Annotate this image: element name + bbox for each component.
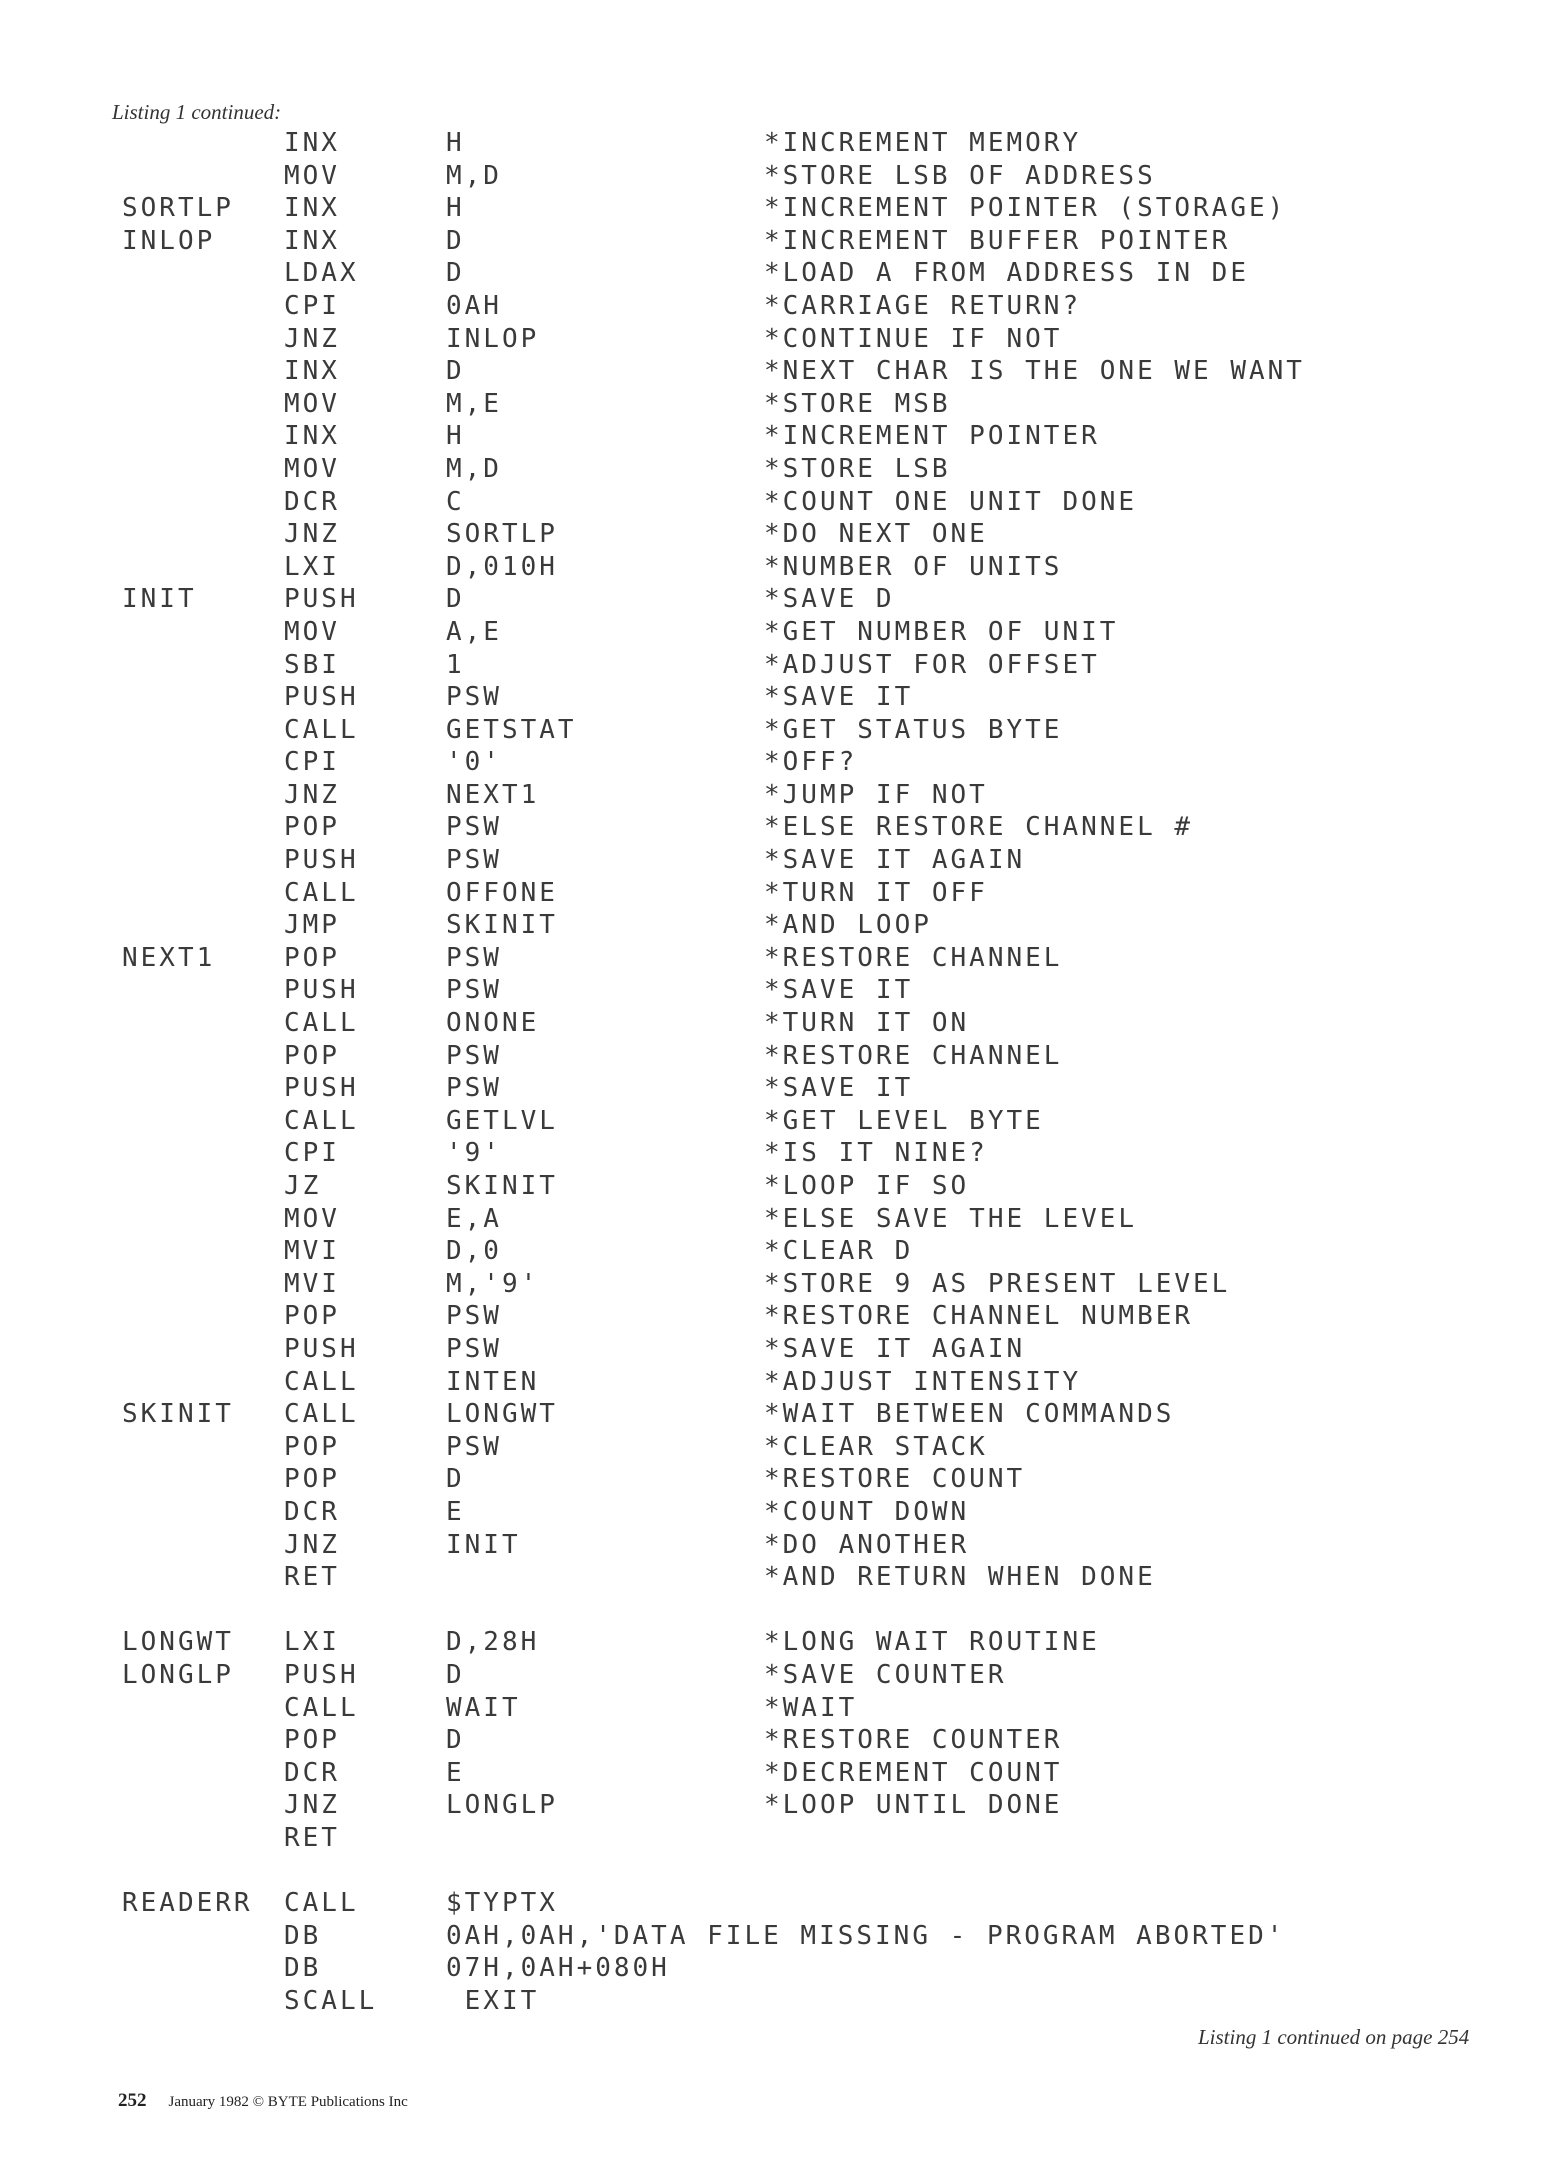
code-operand: PSW [446,812,502,843]
code-operand: LONGLP [446,1790,558,1821]
code-operand: M,D [446,160,502,191]
code-comment: *TURN IT OFF [764,877,988,908]
code-operand: M,D [446,453,502,484]
code-opcode: CALL [284,1888,359,1919]
code-comment: *SAVE COUNTER [764,1659,1007,1690]
code-opcode: LXI [284,551,340,582]
code-opcode: POP [284,1301,340,1332]
code-operand: PSW [446,1333,502,1364]
code-comment: *GET NUMBER OF UNIT [764,616,1119,647]
code-opcode: POP [284,1725,340,1756]
code-comment: *INCREMENT MEMORY [764,128,1082,158]
code-line [0,811,1563,844]
code-operand: SORTLP [446,519,558,550]
page-footer [118,2090,408,2112]
code-operand: 0AH [446,290,502,321]
code-line [0,355,1563,388]
code-label: SORTLP [122,193,234,224]
code-comment: *INCREMENT BUFFER POINTER [764,225,1231,256]
code-line [0,1789,1563,1822]
code-opcode: DCR [284,1757,340,1788]
code-comment: *OFF? [764,747,858,778]
code-line [0,1724,1563,1757]
code-comment: *GET STATUS BYTE [764,714,1063,745]
code-opcode: CPI [284,290,340,321]
code-opcode: PUSH [284,845,359,876]
code-line [0,746,1563,779]
code-comment: *CLEAR STACK [764,1431,988,1462]
code-operand: PSW [446,1073,502,1104]
code-operand: D [446,1659,465,1690]
code-operand: PSW [446,942,502,973]
code-comment: *CARRIAGE RETURN? [764,290,1082,321]
code-opcode: DCR [284,1496,340,1527]
code-opcode: PUSH [284,682,359,713]
code-line [0,1137,1563,1170]
code-operand: D [446,356,465,387]
code-opcode: POP [284,1431,340,1462]
code-operand: 1 [446,649,465,680]
code-operand: NEXT1 [446,779,540,810]
code-operand: D [446,1464,465,1495]
code-comment: *SAVE IT [764,682,914,713]
code-operand: '0' [446,747,502,778]
code-line [0,1072,1563,1105]
code-comment: *WAIT BETWEEN COMMANDS [764,1399,1175,1430]
code-opcode: MVI [284,1268,340,1299]
code-line [0,1692,1563,1725]
continued-caption: Listing 1 continued on page 254 [1198,2025,1470,2049]
code-comment: *GET LEVEL BYTE [764,1105,1044,1136]
code-opcode: PUSH [284,584,359,615]
publication-info: January 1982 © BYTE Publications Inc [168,2094,408,2110]
code-line [0,1887,1563,1920]
code-line [0,1920,1563,1953]
code-label: READERR [122,1888,253,1919]
code-comment: *AND LOOP [764,910,932,941]
code-operand: SKINIT [446,1171,558,1201]
code-operand: OFFONE [446,877,558,908]
code-comment: *DO ANOTHER [764,1529,970,1560]
code-operand: D [446,1725,465,1756]
code-line [0,1366,1563,1399]
code-operand: PSW [446,682,502,713]
code-opcode: MOV [284,160,340,191]
code-line [0,1431,1563,1464]
code-opcode: CALL [284,714,359,745]
code-line [0,1561,1563,1594]
code-comment: *INCREMENT POINTER (STORAGE) [764,193,1287,224]
code-comment: *NEXT CHAR IS THE ONE WE WANT [764,356,1305,387]
code-comment: *RESTORE COUNTER [764,1725,1063,1756]
code-line [0,420,1563,453]
code-line [0,1105,1563,1138]
code-comment: *RESTORE CHANNEL NUMBER [764,1301,1194,1332]
listing-caption: Listing 1 continued: [112,100,282,124]
code-line [0,388,1563,421]
code-opcode: CALL [284,1105,359,1136]
code-line [0,942,1563,975]
code-line [0,453,1563,486]
code-line [0,1594,1563,1627]
code-comment: *SAVE IT [764,1073,914,1104]
code-comment: *LOOP IF SO [764,1171,970,1201]
code-line [0,486,1563,519]
code-line [0,1300,1563,1333]
code-opcode: CPI [284,747,340,778]
code-opcode: INX [284,225,340,256]
code-opcode: RET [284,1562,340,1593]
code-label: SKINIT [122,1399,234,1430]
code-opcode: CALL [284,1366,359,1397]
code-opcode: MOV [284,453,340,484]
code-operand: 07H,0AH+080H [446,1953,670,1984]
code-opcode: MOV [284,388,340,419]
code-comment: *SAVE IT [764,975,914,1006]
code-label: LONGLP [122,1659,234,1690]
code-comment: *COUNT DOWN [764,1496,970,1527]
code-opcode: PUSH [284,1073,359,1104]
code-operand: GETSTAT [446,714,577,745]
code-operand: GETLVL [446,1105,558,1136]
code-line [0,844,1563,877]
code-line [0,583,1563,616]
code-comment: *LOAD A FROM ADDRESS IN DE [764,258,1249,289]
code-line [0,1854,1563,1887]
code-comment: *AND RETURN WHEN DONE [764,1562,1156,1593]
code-comment: *ELSE RESTORE CHANNEL # [764,812,1194,843]
code-comment: *CLEAR D [764,1236,914,1267]
code-comment: *ADJUST FOR OFFSET [764,649,1100,680]
code-operand: C [446,486,465,517]
code-comment: *STORE MSB [764,388,951,419]
code-line [0,681,1563,714]
code-operand: SKINIT [446,910,558,941]
code-operand: H [446,128,465,158]
code-operand: D [446,225,465,256]
code-comment: *SAVE IT AGAIN [764,845,1026,876]
code-line [0,1529,1563,1562]
code-comment: *ELSE SAVE THE LEVEL [764,1203,1138,1234]
code-opcode: SCALL [284,1985,378,2016]
code-operand: PSW [446,1040,502,1071]
code-operand: INLOP [446,323,540,354]
code-opcode: RET [284,1822,340,1853]
code-comment: *DECREMENT COUNT [764,1757,1063,1788]
code-opcode: INX [284,193,340,224]
code-opcode: MVI [284,1236,340,1267]
code-operand: H [446,421,465,452]
code-line [0,1333,1563,1366]
code-line [0,323,1563,356]
code-opcode: PUSH [284,975,359,1006]
code-line [0,974,1563,1007]
code-comment: *COUNT ONE UNIT DONE [764,486,1138,517]
code-operand: H [446,193,465,224]
code-line [0,225,1563,258]
code-operand: LONGWT [446,1399,558,1430]
code-operand: M,'9' [446,1268,540,1299]
code-line [0,1757,1563,1790]
code-opcode: JNZ [284,1790,340,1821]
code-line [0,127,1563,160]
code-comment: *STORE 9 AS PRESENT LEVEL [764,1268,1231,1299]
code-line [0,877,1563,910]
code-operand: 0AH,0AH,'DATA FILE MISSING - PROGRAM ABORTED' [446,1920,1286,1951]
code-comment: *STORE LSB OF ADDRESS [764,160,1156,191]
code-comment: *RESTORE COUNT [764,1464,1026,1495]
code-opcode: DCR [284,486,340,517]
code-operand: D,0 [446,1236,502,1267]
code-opcode: CPI [284,1138,340,1169]
code-comment: *STORE LSB [764,453,951,484]
code-opcode: POP [284,942,340,973]
code-line [0,1822,1563,1855]
code-line [0,1985,1563,2018]
code-comment: *SAVE IT AGAIN [764,1333,1026,1364]
code-comment: *RESTORE CHANNEL [764,942,1063,973]
code-comment: *JUMP IF NOT [764,779,988,810]
code-line [0,1007,1563,1040]
code-operand: PSW [446,1301,502,1332]
code-line [0,160,1563,193]
code-comment: *TURN IT ON [764,1008,970,1039]
code-line [0,1040,1563,1073]
code-line [0,909,1563,942]
code-operand: '9' [446,1138,502,1169]
code-opcode: POP [284,1464,340,1495]
code-line [0,616,1563,649]
code-operand: D,28H [446,1627,540,1658]
code-line [0,551,1563,584]
code-line [0,1268,1563,1301]
code-comment: *IS IT NINE? [764,1138,988,1169]
code-comment: *ADJUST INTENSITY [764,1366,1082,1397]
code-operand: E [446,1496,465,1527]
code-comment: *LONG WAIT ROUTINE [764,1627,1100,1658]
code-comment: *INCREMENT POINTER [764,421,1100,452]
code-label: INLOP [122,225,216,256]
code-opcode: JNZ [284,779,340,810]
code-opcode: CALL [284,1692,359,1723]
code-comment: *NUMBER OF UNITS [764,551,1063,582]
code-comment: *DO NEXT ONE [764,519,988,550]
code-comment: *SAVE D [764,584,895,615]
code-line [0,1626,1563,1659]
code-opcode: CALL [284,1008,359,1039]
code-line [0,1463,1563,1496]
code-operand: PSW [446,845,502,876]
code-opcode: JNZ [284,323,340,354]
code-line [0,1496,1563,1529]
code-line [0,192,1563,225]
code-opcode: INX [284,356,340,387]
code-opcode: INX [284,128,340,158]
code-line [0,1235,1563,1268]
code-comment: *LOOP UNTIL DONE [764,1790,1063,1821]
code-operand: D [446,258,465,289]
code-line [0,290,1563,323]
code-operand: D,010H [446,551,558,582]
code-label: NEXT1 [122,942,216,973]
code-line [0,779,1563,812]
code-opcode: JNZ [284,519,340,550]
code-line [0,649,1563,682]
code-line [0,1203,1563,1236]
code-operand: E [446,1757,465,1788]
code-line [0,1398,1563,1431]
code-operand: INTEN [446,1366,540,1397]
code-opcode: CALL [284,877,359,908]
code-label: INIT [122,584,197,615]
code-opcode: DB [284,1953,322,1984]
code-line [0,1659,1563,1692]
code-operand: EXIT [446,1985,540,2016]
code-opcode: DB [284,1920,322,1951]
code-opcode: SBI [284,649,340,680]
code-opcode: PUSH [284,1333,359,1364]
code-operand: $TYPTX [446,1888,558,1919]
code-opcode: JNZ [284,1529,340,1560]
page-number: 252 [118,2090,147,2111]
code-operand: A,E [446,616,502,647]
code-operand: ONONE [446,1008,540,1039]
code-opcode: JMP [284,910,340,941]
code-label: LONGWT [122,1627,234,1658]
code-line [0,714,1563,747]
code-opcode: LXI [284,1627,340,1658]
code-line [0,1952,1563,1985]
code-operand: INIT [446,1529,521,1560]
code-operand: M,E [446,388,502,419]
code-opcode: POP [284,1040,340,1071]
code-opcode: CALL [284,1399,359,1430]
code-operand: WAIT [446,1692,521,1723]
code-opcode: LDAX [284,258,359,289]
code-opcode: POP [284,812,340,843]
code-opcode: MOV [284,1203,340,1234]
code-opcode: INX [284,421,340,452]
code-operand: PSW [446,1431,502,1462]
code-line [0,518,1563,551]
code-line [0,1170,1563,1203]
code-operand: PSW [446,975,502,1006]
code-line [0,257,1563,290]
code-comment: *CONTINUE IF NOT [764,323,1063,354]
code-opcode: PUSH [284,1659,359,1690]
code-operand: D [446,584,465,615]
code-operand: E,A [446,1203,502,1234]
code-opcode: MOV [284,616,340,647]
code-opcode: JZ [284,1171,322,1201]
assembly-listing [0,127,1563,2017]
code-comment: *RESTORE CHANNEL [764,1040,1063,1071]
code-comment: *WAIT [764,1692,858,1723]
